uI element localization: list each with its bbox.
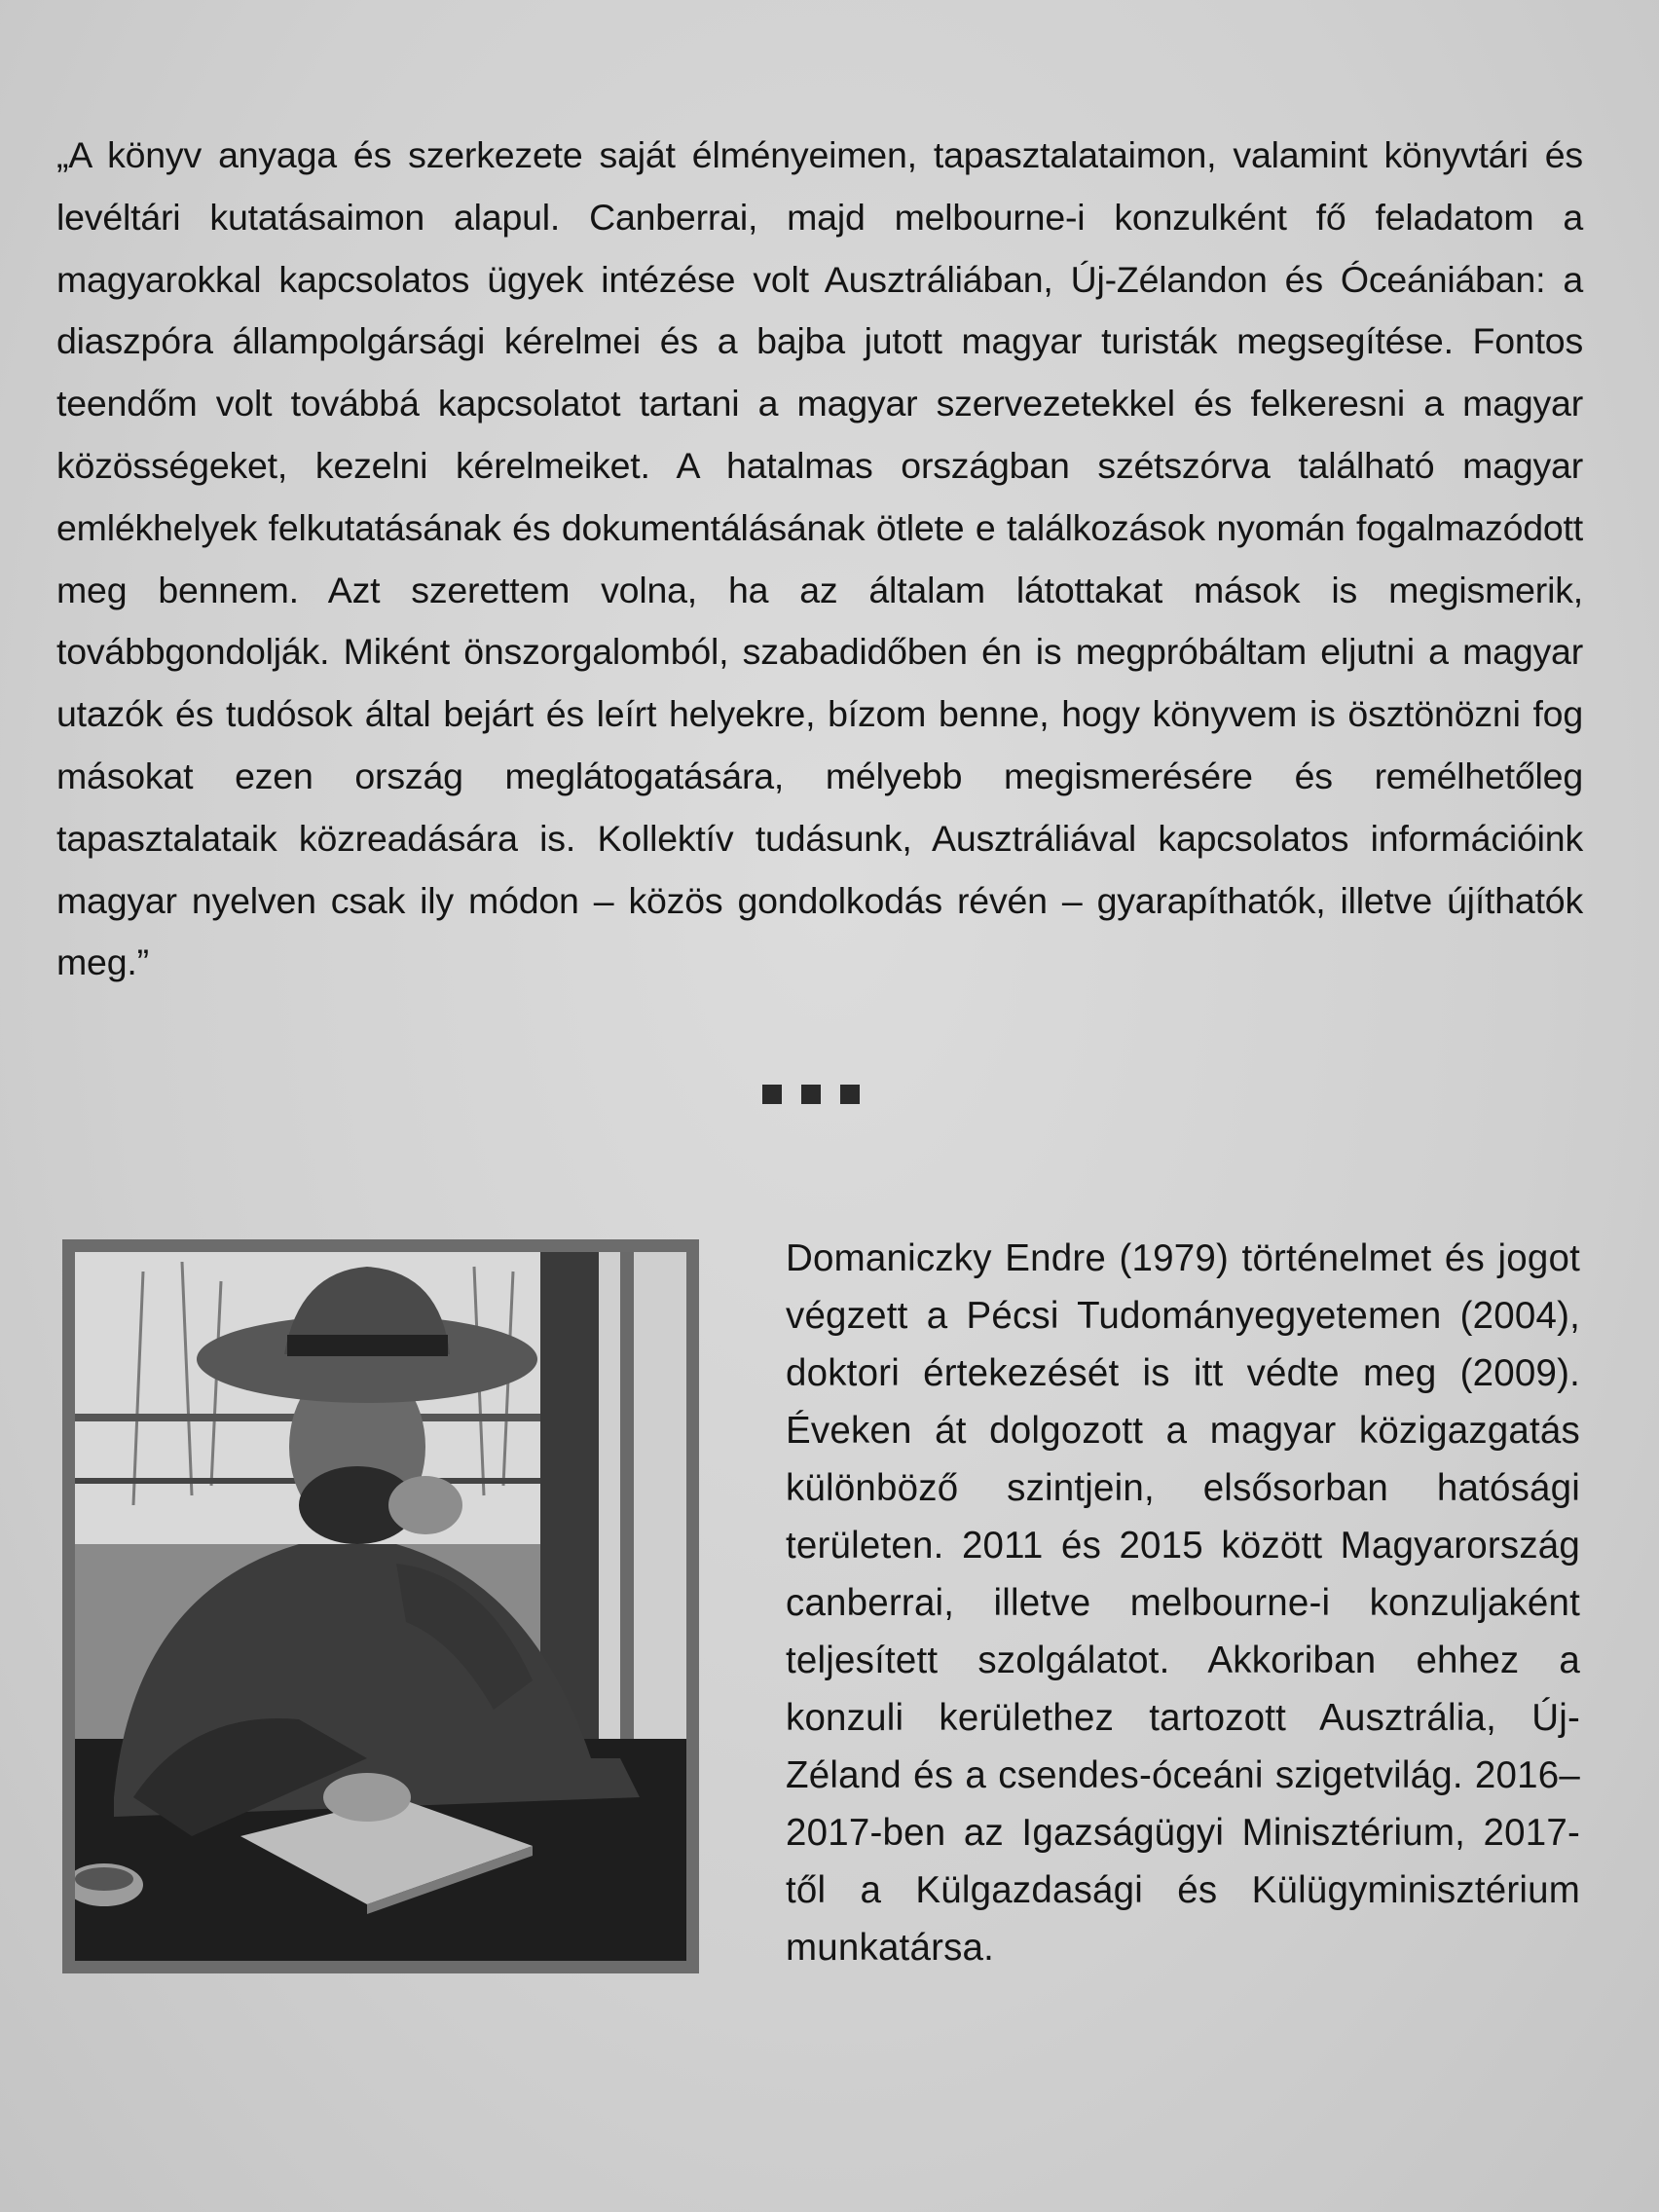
separator-square xyxy=(840,1085,860,1104)
separator-square xyxy=(762,1085,782,1104)
author-photo xyxy=(75,1252,686,1961)
author-quote: „A könyv anyaga és szerkezete saját élményeimen, tapasztalataimon, valamint könyvtári és levéltári kutatásaimon alapul. Canberrai, majd melbourne-i konzulként fő feladatom a magyarokkal kapcsolatos ügyek intézése volt Ausztráliában, Új-Zélandon és Óceániában: a diaszpóra állampolgársági kérelmei és a bajba jutott magyar turisták megsegítése. Fontos teendőm volt továbbá kapcsolatot tartani a magyar szervezetekkel és felkeresni a magyar közösségeket, kezelni kérelmeiket. A hatalmas országban szétszórva található magyar emlékhelyek felkutatásának és dokumentálásának ötlete e találkozások nyomán fogalmazódott meg bennem. Azt szerettem volna, ha az általam látottakat mások is megismerik, továbbgondolják. Miként önszorgalomból, szabadidőben én is megpróbáltam eljutni a magyar utazók és tudósok által bejárt és leírt helyekre, bízom benne, hogy könyvem is ösztönözni fog másokat ezen ország meglátogatására, mélyebb megismerésére és remélhetőleg tapasztalataik közreadására is. Kollektív tudásunk, Ausztráliával kapcsolatos információink magyar nyelven csak ily módon – közös gondolkodás révén – gyarapíthatók, illetve újíthatók meg.” xyxy=(56,134,1583,983)
author-photo-frame xyxy=(62,1239,699,1973)
section-separator xyxy=(762,1085,860,1104)
separator-square xyxy=(801,1085,821,1104)
author-biography: Domaniczky Endre (1979) történelmet és jogot végzett a Pécsi Tudományegyetemen (2004), doktori értekezését is itt védte meg (2009). Éveken át dolgozott a magyar közigazgatás különböző szintjein, elsősorban hatósági területen. 2011 és 2015 között Magyarország canberrai, illetve melbourne-i konzuljaként teljesített szolgálatot. Akkoriban ehhez a konzuli kerülethez tartozott Ausztrália, Új-Zéland és a csendes-óceáni szigetvilág. 2016–2017-ben az Igazságügyi Minisztérium, 2017-től a Külgazdasági és Külügyminisztérium munkatársa. xyxy=(786,1237,1580,1969)
